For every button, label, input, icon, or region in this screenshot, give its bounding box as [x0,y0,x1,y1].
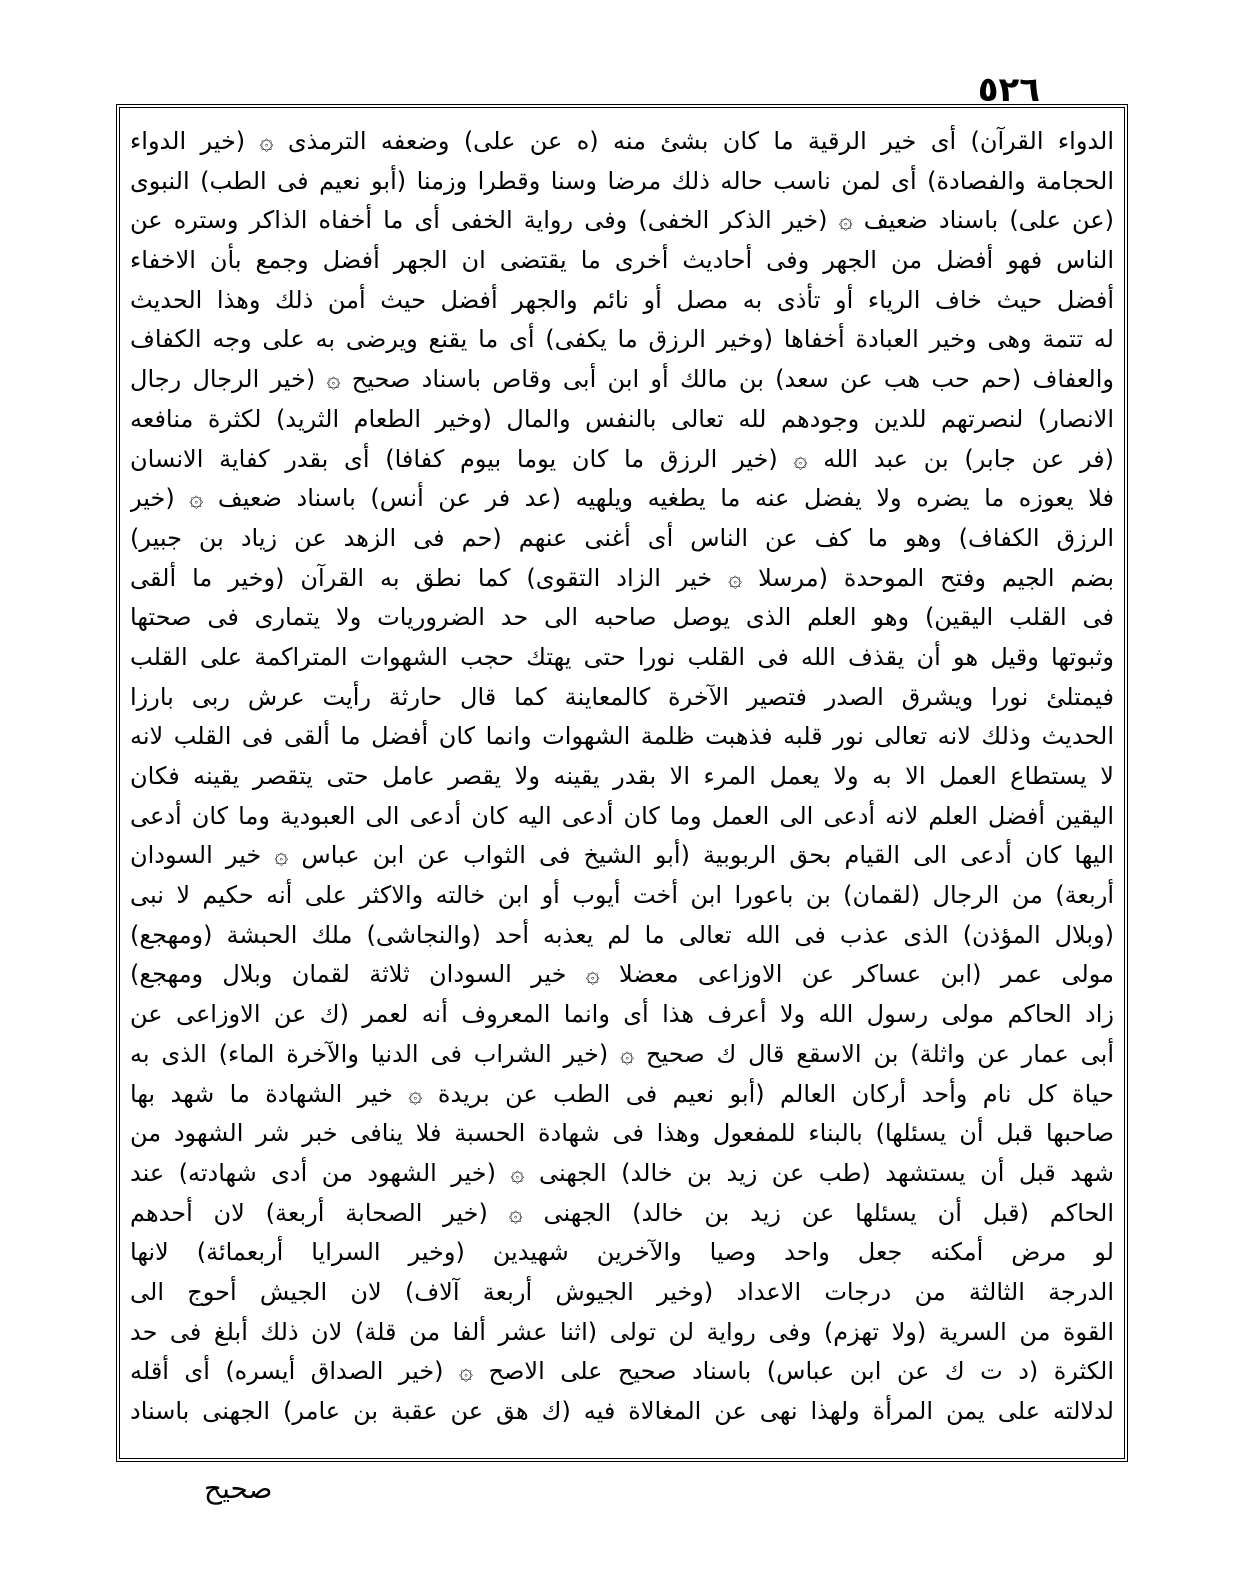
text-line: بضم الجيم وفتح الموحدة (مرسلا ۞ خير الزاد التقوى) كما نطق به القرآن (وخير ما ألقى [130,563,1114,592]
text-line: (وبلال المؤذن) الذى عذب فى الله تعالى ما لم يعذبه أحد (والنجاشى) ملك الحبشة (ومهجع) [130,920,1114,949]
text-line: والعفاف (حم حب هب عن سعد) بن مالك أو ابن أبى وقاص باسناد صحيح ۞ (خير الرجال رجال [130,365,1114,394]
text-line: (عن على) باسناد ضعيف ۞ (خير الذكر الخفى) وفى رواية الخفى أى ما أخفاه الذاكر وستره عن [130,206,1114,235]
text-line: (فر عن جابر) بن عبد الله ۞ (خير الرزق ما كان يوما بيوم كفافا) أى بقدر كفاية الانسان [130,444,1114,473]
text-line: حياة كل نام وأحد أركان العالم (أبو نعيم فى الطب عن بريدة ۞ خير الشهادة ما شهد بها [130,1079,1114,1108]
text-line: الحديث وذلك لانه تعالى نور قلبه فذهبت ظلمة الشهوات وانما كان أفضل ما ألقى فى القلب لانه [130,722,1114,751]
text-line: أربعة) من الرجال (لقمان) بن باعورا ابن أخت أيوب أو ابن خالته والاكثر على أنه حكيم لا نبى [130,881,1114,910]
text-line: اليها كان أدعى الى القيام بحق الربوبية (أبو الشيخ فى الثواب عن ابن عباس ۞ خير السودان [130,841,1114,870]
text-line: لدلالته على يمن المرأة ولهذا نهى عن المغالاة فيه (ك هق عن عقبة بن عامر) الجهنى باسناد [130,1397,1114,1425]
text-line: شهد قبل أن يستشهد (طب عن زيد بن خالد) الجهنى ۞ (خير الشهود من أدى شهادته) عند [130,1158,1114,1187]
main-text [130,122,1114,1448]
text-line: أبى عمار عن واثلة) بن الاسقع قال ك صحيح ۞ (خير الشراب فى الدنيا والآخرة الماء) الذى به [130,1039,1114,1068]
text-line: الناس فهو أفضل من الجهر وفى أحاديث أخرى ما يقتضى ان الجهر أفضل وجمع بأن الاخفاء [130,246,1114,275]
text-line: القوة من السرية (ولا تهزم) وفى رواية لن تولى (اثنا عشر ألفا من قلة) لان ذلك أبلغ فى حد [130,1317,1114,1346]
text-line: صاحبها قبل أن يسئلها) بالبناء للمفعول وهذا فى شهادة الحسبة فلا ينافى خبر شر الشهود من [130,1119,1114,1148]
text-line: لا يستطاع العمل الا به ولا يعمل المرء الا بقدر يقينه ولا يقصر عامل حتى يتقصر يقينه فكان [130,762,1114,790]
text-line: زاد الحاكم مولى رسول الله ولا أعرف هذا أى وانما المعروف أنه لعمر (ك عن الاوزاعى عن [130,1000,1114,1029]
text-line: الانصار) لنصرتهم للدين وجودهم لله تعالى بالنفس والمال (وخير الطعام الثريد) لكثرة منافعه [130,404,1114,433]
text-line: وثبوتها وقيل هو أن يقذف الله فى القلب نورا حتى يهتك حجب الشهوات المتراكمة على القلب [130,642,1114,671]
page-frame [116,104,1128,1462]
text-line: الرزق الكفاف) وهو ما كف عن الناس أى أغنى عنهم (حم فى الزهد عن زياد بن جبير) [130,523,1114,552]
text-line: الحجامة والفصادة) أى لمن ناسب حاله ذلك مرضا وسنا وقطرا وزمنا (أبو نعيم فى الطب) النبوى [130,166,1114,195]
text-line: فيمتلئ نورا ويشرق الصدر فتصير الآخرة كالمعاينة كما قال حارثة رأيت عرش ربى بارزا [130,682,1114,711]
text-line: له تتمة وهى وخير العبادة أخفاها (وخير الرزق ما يكفى) أى ما يقنع ويرضى به على وجه الكفاف [130,325,1114,354]
text-line: لو مرض أمكنه جعل واحد وصيا والآخرين شهيدين (وخير السرايا أربعمائة) لانها [130,1238,1114,1267]
text-line: فى القلب اليقين) وهو العلم الذى يوصل صاحبه الى حد الضروريات ولا يتمارى فى صحتها [130,603,1114,632]
text-line: الكثرة (د ت ك عن ابن عباس) باسناد صحيح على الاصح ۞ (خير الصداق أيسره) أى أقله [130,1357,1114,1386]
page-number: ٥٢٦ [977,70,1040,110]
text-line: الدواء القرآن) أى خير الرقية ما كان بشئ منه (ه عن على) وضعفه الترمذى ۞ (خير الدواء [130,127,1114,155]
text-line: أفضل حيث خاف الرياء أو تأذى به مصل أو نائم والجهر أفضل حيث أمن ذلك وهذا الحديث [130,285,1114,314]
text-line: اليقين أفضل العلم لانه أدعى الى العمل وما كان أدعى اليه كان أدعى الى العبودية وما كان أدعى [130,801,1114,830]
text-line: مولى عمر (ابن عساكر عن الاوزاعى معضلا ۞ خير السودان ثلاثة لقمان وبلال ومهجع) [130,960,1114,989]
catchword: صحيح [204,1472,273,1505]
text-line: فلا يعوزه ما يضره ولا يفضل عنه ما يطغيه ويلهيه (عد فر عن أنس) باسناد ضعيف ۞ (خير [130,484,1114,513]
text-line: الدرجة الثالثة من درجات الاعداد (وخير الجيوش أربعة آلاف) لان الجيش أحوج الى [130,1277,1114,1306]
text-line: الحاكم (قبل أن يسئلها عن زيد بن خالد) الجهنى ۞ (خير الصحابة أربعة) لان أحدهم [130,1198,1114,1227]
